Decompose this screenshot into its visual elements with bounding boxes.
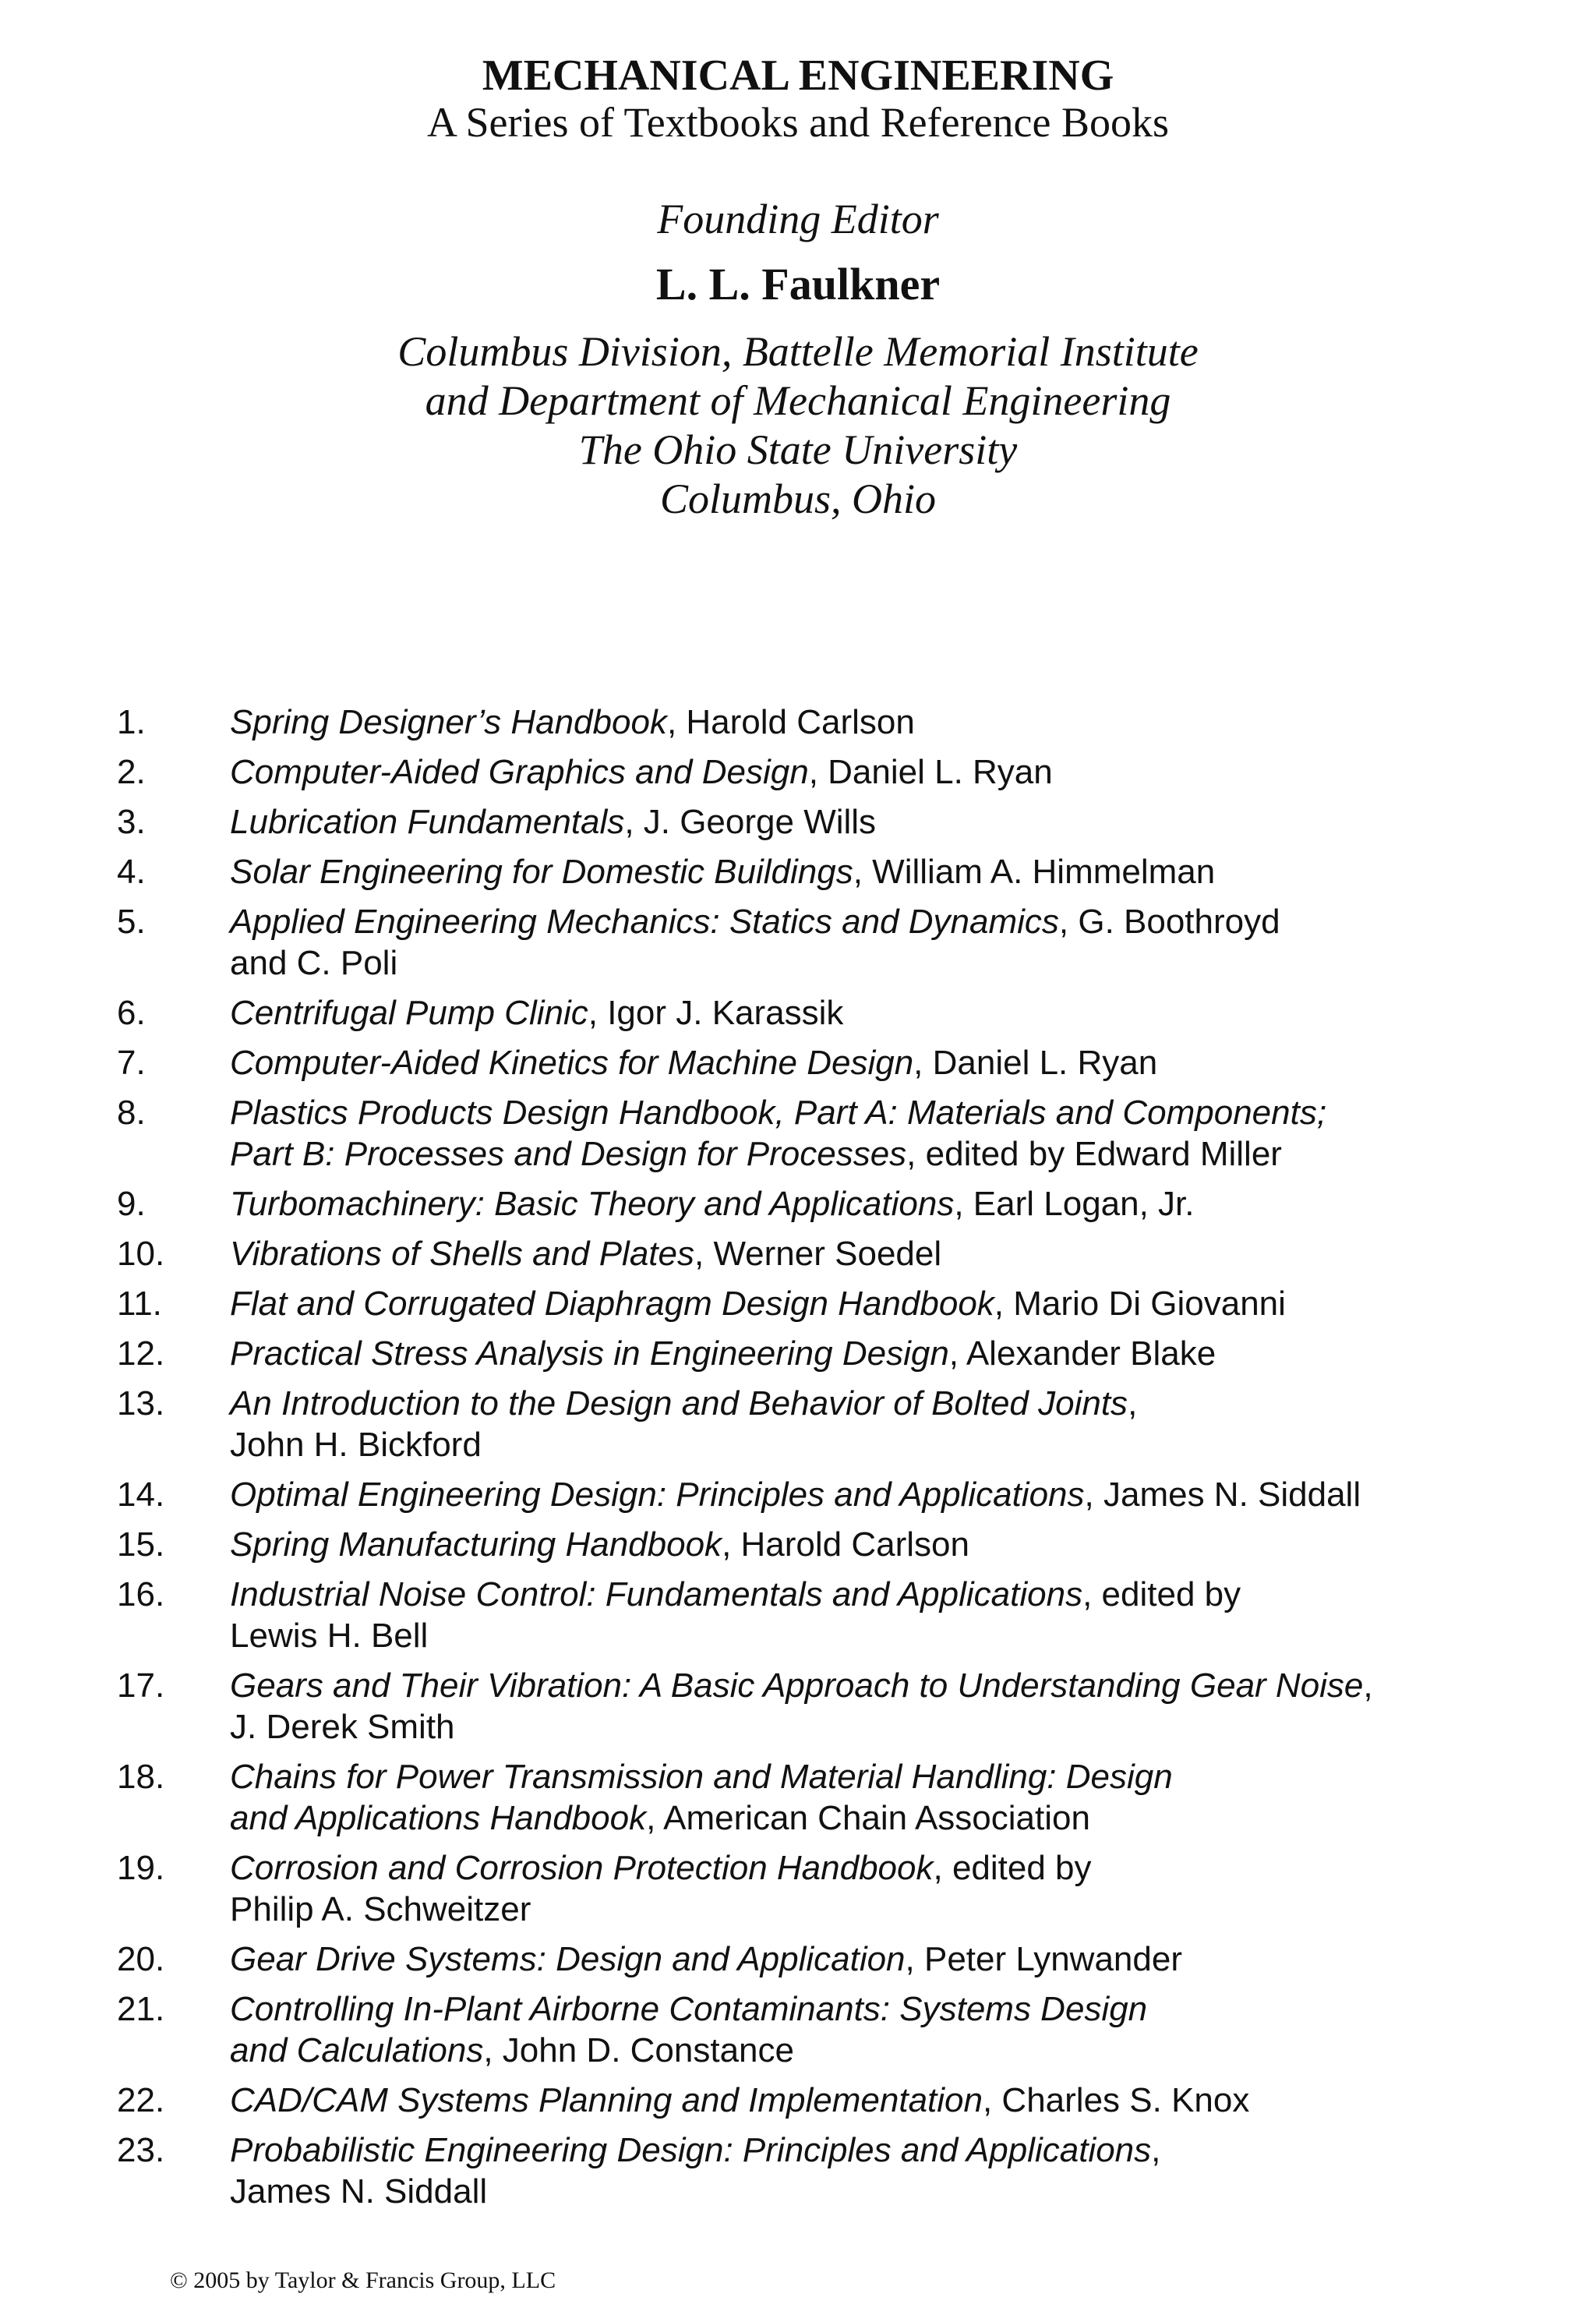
book-number: 8. — [117, 1094, 146, 1132]
book-entry — [117, 1233, 1520, 1274]
book-author: , Earl Logan, Jr. — [954, 1185, 1195, 1223]
book-entry — [117, 1756, 1520, 1839]
book-entry-line — [230, 1424, 1520, 1465]
book-author: , — [1151, 2131, 1161, 2169]
book-author: , Peter Lynwander — [905, 1940, 1182, 1978]
book-author: , edited by Edward Miller — [906, 1135, 1282, 1173]
book-number: 4. — [117, 853, 146, 891]
book-entry-line — [230, 1615, 1520, 1656]
book-author: James N. Siddall — [230, 2172, 488, 2211]
book-entry-line — [230, 1233, 1520, 1274]
book-entry-line — [230, 1333, 1520, 1374]
book-number: 10. — [117, 1235, 165, 1273]
book-entry — [117, 702, 1520, 743]
book-author: , Charles S. Knox — [982, 2081, 1250, 2119]
book-title: and Calculations — [230, 2031, 484, 2069]
book-number: 1. — [117, 703, 146, 741]
book-title: Probabilistic Engineering Design: Principles and Applications — [230, 2131, 1152, 2169]
book-entry-line — [230, 1383, 1520, 1424]
book-entry-line — [230, 702, 1520, 743]
book-author: , Daniel L. Ryan — [808, 753, 1053, 791]
book-title: Gears and Their Vibration: A Basic Approach to Understanding Gear Noise — [230, 1666, 1364, 1705]
book-author: , Igor J. Karassik — [588, 994, 844, 1032]
book-author: , Harold Carlson — [666, 703, 915, 741]
book-entry-line — [230, 1474, 1520, 1515]
book-number: 12. — [117, 1334, 165, 1373]
book-title: Chains for Power Transmission and Material Handling: Design — [230, 1758, 1173, 1796]
book-entry — [117, 801, 1520, 843]
book-author: , J. George Wills — [624, 803, 877, 841]
book-author: , Mario Di Giovanni — [994, 1285, 1286, 1323]
book-title: Turbomachinery: Basic Theory and Applications — [230, 1185, 955, 1223]
book-entry — [117, 992, 1520, 1034]
book-title: and Applications Handbook — [230, 1799, 647, 1837]
book-number: 7. — [117, 1044, 146, 1082]
book-title: CAD/CAM Systems Planning and Implementation — [230, 2081, 983, 2119]
book-entry-line — [230, 751, 1520, 793]
affiliation-line: Columbus, Ohio — [659, 475, 937, 522]
book-entry — [117, 1574, 1520, 1656]
book-author: , Harold Carlson — [722, 1525, 969, 1564]
book-entry-line — [230, 1988, 1520, 2030]
book-number: 14. — [117, 1476, 165, 1514]
book-author: Philip A. Schweitzer — [230, 1890, 531, 1928]
book-entry-line — [230, 1756, 1520, 1797]
book-title: Controlling In-Plant Airborne Contaminants: Systems Design — [230, 1990, 1148, 2028]
book-author: , John D. Constance — [483, 2031, 794, 2069]
book-title: Centrifugal Pump Clinic — [230, 994, 588, 1032]
book-number: 6. — [117, 994, 146, 1032]
book-entry-line — [230, 1524, 1520, 1565]
book-entry — [117, 851, 1520, 892]
book-list — [117, 702, 1520, 2221]
book-number: 15. — [117, 1525, 165, 1564]
book-title: Computer-Aided Graphics and Design — [230, 753, 809, 791]
book-title: Computer-Aided Kinetics for Machine Design — [230, 1044, 914, 1082]
editor-role: Founding Editor — [657, 196, 939, 242]
book-author: , edited by — [1082, 1575, 1241, 1613]
copyright-notice: © 2005 by Taylor & Francis Group, LLC — [170, 2267, 556, 2293]
book-entry-line — [230, 1283, 1520, 1324]
book-entry — [117, 751, 1520, 793]
series-title: MECHANICAL ENGINEERING — [482, 51, 1114, 100]
editor-name: L. L. Faulkner — [655, 259, 941, 309]
book-entry-line — [230, 942, 1520, 984]
book-entry — [117, 1283, 1520, 1324]
book-entry — [117, 1383, 1520, 1465]
book-title: Solar Engineering for Domestic Buildings — [230, 853, 853, 891]
book-number: 9. — [117, 1185, 146, 1223]
book-author: , — [1128, 1384, 1138, 1423]
book-title: Spring Manufacturing Handbook — [230, 1525, 722, 1564]
book-number: 5. — [117, 903, 146, 941]
book-title: Vibrations of Shells and Plates — [230, 1235, 694, 1273]
book-author: , — [1363, 1666, 1373, 1705]
book-title: Applied Engineering Mechanics: Statics and Dynamics — [230, 903, 1059, 941]
book-entry — [117, 1183, 1520, 1225]
book-number: 13. — [117, 1384, 165, 1423]
book-title: Practical Stress Analysis in Engineering Design — [230, 1334, 949, 1373]
book-author: , Daniel L. Ryan — [913, 1044, 1158, 1082]
affiliation-line: and Department of Mechanical Engineering — [425, 377, 1171, 424]
book-author: , Werner Soedel — [694, 1235, 942, 1273]
book-entry-line — [230, 901, 1520, 942]
book-entry-line — [230, 1133, 1520, 1175]
book-entry-line — [230, 2080, 1520, 2121]
book-title: Industrial Noise Control: Fundamentals and Applications — [230, 1575, 1083, 1613]
book-title: Corrosion and Corrosion Protection Handbook — [230, 1849, 934, 1887]
book-entry — [117, 2129, 1520, 2212]
book-entry — [117, 901, 1520, 984]
book-entry-line — [230, 2129, 1520, 2171]
book-number: 21. — [117, 1990, 165, 2028]
affiliation-line: The Ohio State University — [578, 426, 1018, 473]
book-entry — [117, 1939, 1520, 1980]
book-author: , American Chain Association — [646, 1799, 1090, 1837]
book-number: 17. — [117, 1666, 165, 1705]
book-entry-line — [230, 801, 1520, 843]
book-author: , William A. Himmelman — [853, 853, 1216, 891]
book-entry — [117, 1333, 1520, 1374]
book-entry-line — [230, 1706, 1520, 1748]
book-entry — [117, 2080, 1520, 2121]
book-entry — [117, 1847, 1520, 1930]
book-entry — [117, 1042, 1520, 1083]
book-author: Lewis H. Bell — [230, 1617, 429, 1655]
book-author: John H. Bickford — [230, 1426, 482, 1464]
book-number: 18. — [117, 1758, 165, 1796]
book-title: Part B: Processes and Design for Processes — [230, 1135, 907, 1173]
book-entry — [117, 1474, 1520, 1515]
book-entry-line — [230, 992, 1520, 1034]
book-entry-line — [230, 1183, 1520, 1225]
book-entry — [117, 1988, 1520, 2071]
book-title: Lubrication Fundamentals — [230, 803, 625, 841]
book-entry-line — [230, 1939, 1520, 1980]
book-number: 22. — [117, 2081, 165, 2119]
book-author: and C. Poli — [230, 944, 398, 982]
book-author: , edited by — [933, 1849, 1092, 1887]
book-entry-line — [230, 851, 1520, 892]
book-number: 11. — [117, 1285, 162, 1323]
book-entry-line — [230, 2030, 1520, 2071]
book-entry-line — [230, 1092, 1520, 1133]
book-number: 20. — [117, 1940, 165, 1978]
book-number: 19. — [117, 1849, 165, 1887]
book-author: , James N. Siddall — [1084, 1476, 1361, 1514]
book-entry-line — [230, 1847, 1520, 1889]
book-title: Spring Designer’s Handbook — [230, 703, 667, 741]
book-entry-line — [230, 1042, 1520, 1083]
book-author: J. Derek Smith — [230, 1708, 455, 1746]
book-entry-line — [230, 1889, 1520, 1930]
book-number: 3. — [117, 803, 146, 841]
book-title: Flat and Corrugated Diaphragm Design Handbook — [230, 1285, 994, 1323]
book-title: Gear Drive Systems: Design and Application — [230, 1940, 906, 1978]
book-author: , Alexander Blake — [948, 1334, 1216, 1373]
book-author: , G. Boothroyd — [1058, 903, 1280, 941]
book-title: Plastics Products Design Handbook, Part A: Materials and Components; — [230, 1094, 1327, 1132]
book-number: 16. — [117, 1575, 165, 1613]
book-entry — [117, 1665, 1520, 1748]
book-entry — [117, 1524, 1520, 1565]
book-entry-line — [230, 1797, 1520, 1839]
book-title: Optimal Engineering Design: Principles and Applications — [230, 1476, 1085, 1514]
book-number: 2. — [117, 753, 146, 791]
affiliation-line: Columbus Division, Battelle Memorial Institute — [397, 328, 1199, 375]
book-title: An Introduction to the Design and Behavior of Bolted Joints — [230, 1384, 1128, 1423]
book-entry-line — [230, 1665, 1520, 1706]
book-entry-line — [230, 1574, 1520, 1615]
series-subtitle: A Series of Textbooks and Reference Books — [426, 99, 1169, 146]
book-entry — [117, 1092, 1520, 1175]
editor-affiliation — [0, 327, 1596, 524]
book-number: 23. — [117, 2131, 165, 2169]
book-entry-line — [230, 2171, 1520, 2212]
